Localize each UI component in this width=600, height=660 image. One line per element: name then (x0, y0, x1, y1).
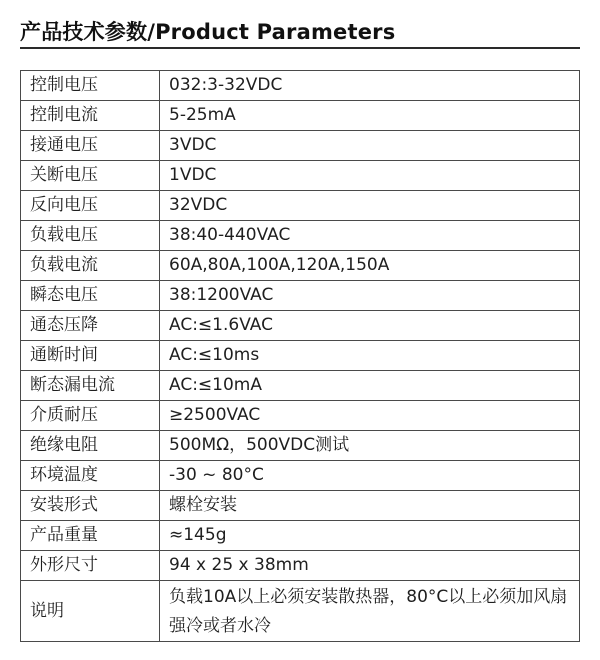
param-value: 38:40-440VAC (160, 221, 580, 251)
param-label: 负载电压 (21, 221, 160, 251)
param-value: 螺栓安装 (160, 491, 580, 521)
param-label: 反向电压 (21, 191, 160, 221)
table-row (21, 341, 580, 371)
page-title: 产品技术参数/Product Parameters (20, 20, 396, 44)
param-label: 控制电压 (21, 71, 160, 101)
table-row (21, 491, 580, 521)
param-label: 负载电流 (21, 251, 160, 281)
param-value: 负载10A以上必须安装散热器，80°C以上必须加风扇强冷或者水冷 (160, 581, 580, 642)
param-label: 产品重量 (21, 521, 160, 551)
table-row (21, 71, 580, 101)
param-value: AC:≤10ms (160, 341, 580, 371)
table-row (21, 551, 580, 581)
param-value: 1VDC (160, 161, 580, 191)
param-label: 关断电压 (21, 161, 160, 191)
table-row (21, 221, 580, 251)
param-value: AC:≤1.6VAC (160, 311, 580, 341)
table-row (21, 251, 580, 281)
param-value: AC:≤10mA (160, 371, 580, 401)
param-value: 3VDC (160, 131, 580, 161)
param-label: 控制电流 (21, 101, 160, 131)
table-row (21, 311, 580, 341)
table-row (21, 461, 580, 491)
param-label: 接通电压 (21, 131, 160, 161)
table-row (21, 281, 580, 311)
param-value: 94 x 25 x 38mm (160, 551, 580, 581)
param-value: 38:1200VAC (160, 281, 580, 311)
param-label: 通断时间 (21, 341, 160, 371)
table-row (21, 191, 580, 221)
param-label: 安装形式 (21, 491, 160, 521)
table-row (21, 161, 580, 191)
param-label: 介质耐压 (21, 401, 160, 431)
param-value: 60A,80A,100A,120A,150A (160, 251, 580, 281)
table-row (21, 521, 580, 551)
table-row (21, 131, 580, 161)
table-row (21, 431, 580, 461)
param-value: 032:3-32VDC (160, 71, 580, 101)
param-label: 断态漏电流 (21, 371, 160, 401)
param-label: 瞬态电压 (21, 281, 160, 311)
param-label: 通态压降 (21, 311, 160, 341)
table-row (21, 401, 580, 431)
param-label: 绝缘电阻 (21, 431, 160, 461)
title-divider (20, 47, 580, 49)
param-value: ≥2500VAC (160, 401, 580, 431)
param-value: 5-25mA (160, 101, 580, 131)
param-value: -30 ~ 80°C (160, 461, 580, 491)
param-value: 32VDC (160, 191, 580, 221)
parameters-table (20, 70, 580, 642)
table-row (21, 101, 580, 131)
param-label: 外形尺寸 (21, 551, 160, 581)
table-row (21, 581, 580, 642)
param-label: 环境温度 (21, 461, 160, 491)
param-value: ≈145g (160, 521, 580, 551)
param-value: 500MΩ，500VDC测试 (160, 431, 580, 461)
param-label: 说明 (21, 581, 160, 642)
table-row (21, 371, 580, 401)
